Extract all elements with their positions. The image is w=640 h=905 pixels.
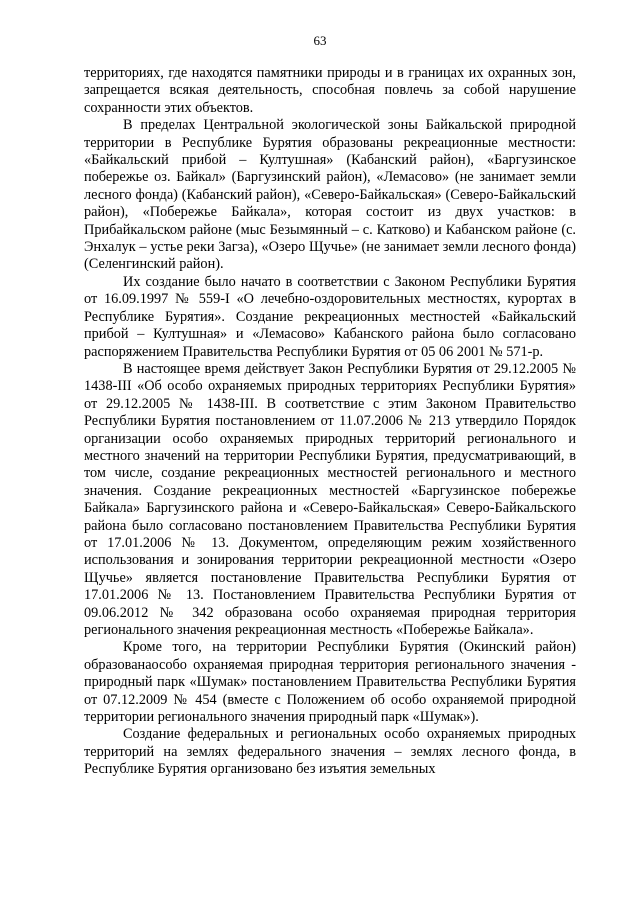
document-body	[84, 65, 576, 779]
page-number: 63	[313, 33, 327, 48]
paragraph-shumak-park: Кроме того, на территории Республики Бурятия (Окинский район) образованаособо охраняемая природная территория регионального значения - природный парк «Шумак» постановлением Правительства Республики Бурятия от 07.12.2009 № 454 (вместе с Положением об особо охраняемой природной территории регионального значения природный парк «Шумак»).	[84, 639, 576, 726]
paragraph-continuation: территориях, где находятся памятники природы и в границах их охранных зон, запрещается всякая деятельность, способная повлечь за собой нарушение сохранности этих объектов.	[84, 65, 576, 116]
paragraph-federal-regional: Создание федеральных и региональных особо охраняемых природных территорий на землях федерального значения – землях лесного фонда, в Республике Бурятия организовано без изъятия земельных	[84, 726, 576, 778]
paragraph-creation-history: Их создание было начато в соответствии с Законом Республики Бурятия от 16.09.1997 № 559-I «О лечебно-оздоровительных местностях, курортах в Республике Бурятия». Создание рекреационных местностей «Байкальский прибой – Култушная» и «Лемасово» Кабанского района было согласовано распоряжением Правительства Республики Бурятия от 05 06 2001 № 571-р.	[84, 273, 576, 360]
paragraph-recreational-areas: В пределах Центральной экологической зоны Байкальской природной территории в Республике Бурятия образованы рекреационные местности: «Байкальский прибой – Култушная» (Кабанский район), «Баргузинское побережье оз. Байкал» (Баргузинский район), «Лемасово» (не занимает земли лесного фонда) (Кабанский район), «Северо-Байкальская» (Северо-Байкальский район), «Побережье Байкала», которая состоит из двух участков: в Прибайкальском районе (мыс Безымянный – с. Катково) и Кабанском районе (с. Энхалук – устье реки Загза), «Озеро Щучье» (не занимает земли лесного фонда) (Селенгинский район).	[84, 117, 576, 273]
paragraph-current-law: В настоящее время действует Закон Республики Бурятия от 29.12.2005 № 1438-III «Об особо охраняемых природных территориях Республики Бурятия» от 29.12.2005 № 1438-III. В соответствие с этим Законом Правительство Республики Бурятия постановлением от 11.07.2006 № 213 утвердило Порядок организации особо охраняемых природных территорий регионального и местного значений на территории Республики Бурятия, предусматривающий, в том числе, создание рекреационных местностей регионального и местного значения. Создание рекреационных местностей «Баргузинское побережье Байкала» Баргузинского района и «Северо-Байкальская» Северо-Байкальского района было согласовано постановлением Правительства Республики Бурятия от 17.01.2006 № 13. Документом, определяющим режим хозяйственного использования и зонирования территории рекреационной местности «Озеро Щучье» является постановление Правительства Республики Бурятия от 17.01.2006 № 13. Постановлением Правительства Республики Бурятия от 09.06.2012 № 342 образована особо охраняемая природная территория регионального значения рекреационная местность «Побережье Байкала».	[84, 360, 576, 638]
